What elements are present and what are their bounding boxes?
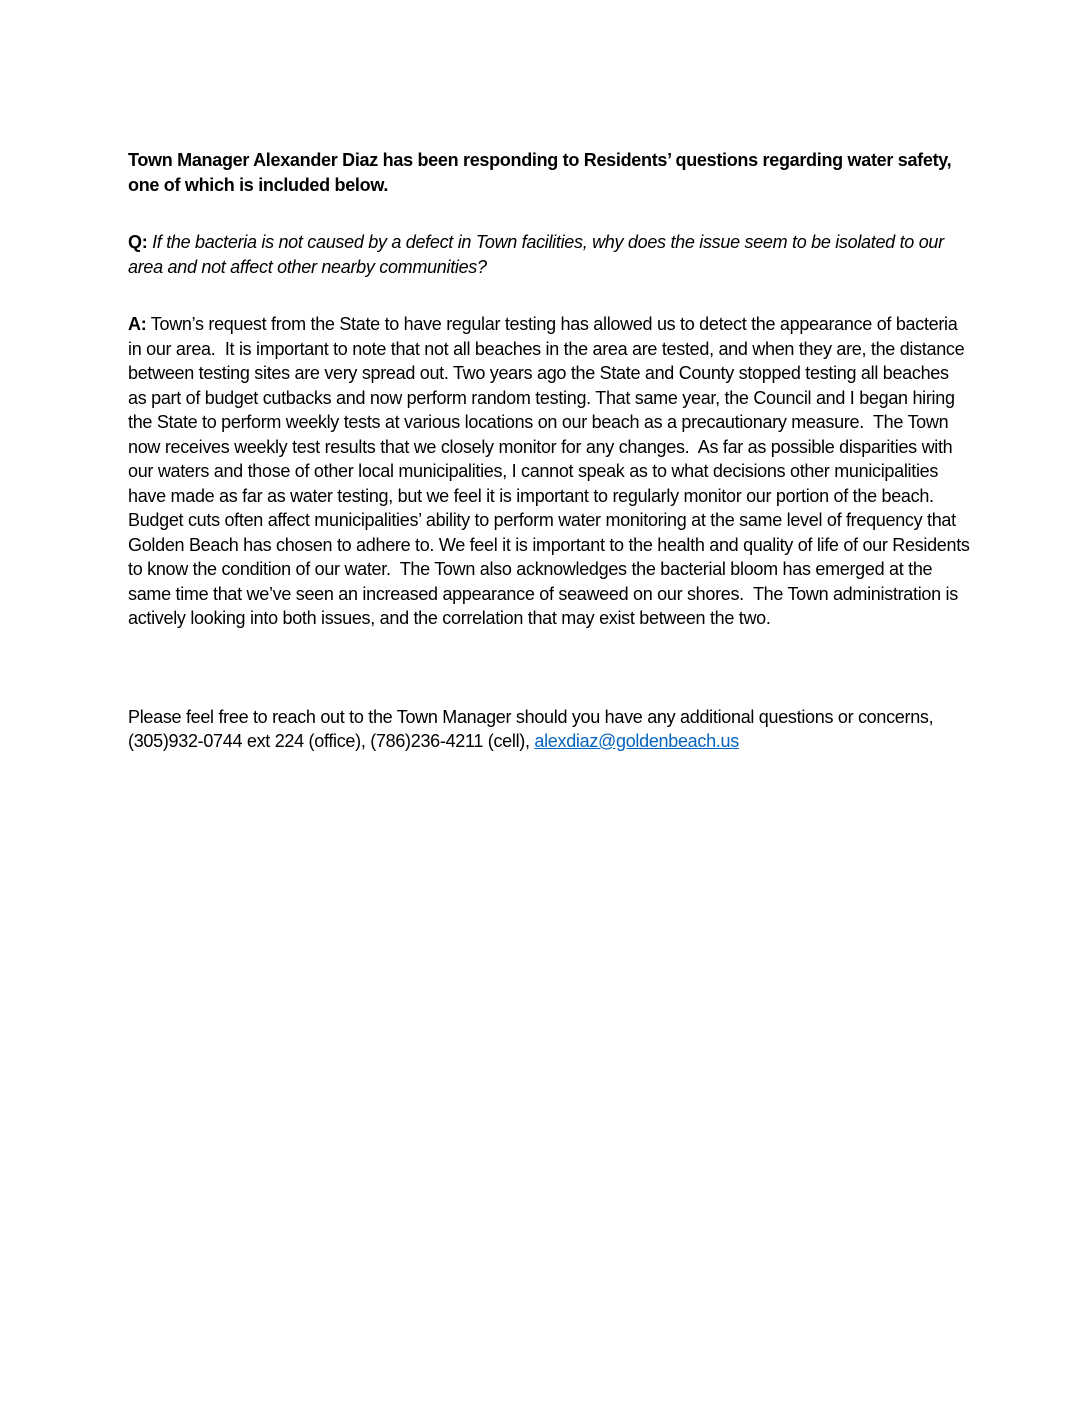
answer-label: A: xyxy=(128,314,147,334)
question-label: Q: xyxy=(128,232,148,252)
question-paragraph xyxy=(128,230,970,279)
question-text: If the bacteria is not caused by a defect in Town facilities, why does the issue seem to be isolated to our area and not affect other nearby communities? xyxy=(128,232,949,277)
answer-text: Town’s request from the State to have regular testing has allowed us to detect the appearance of bacteria in our area. It is important to note that not all beaches in the area are tested, and when they are, the distance between testing sites are very spread out. Two years ago the State and County stopped testing all beaches as part of budget cutbacks and now perform random testing. That same year, the Council and I began hiring the State to perform weekly tests at various locations on our beach as a precautionary measure. The Town now receives weekly test results that we closely monitor for any changes. As far as possible disparities with our waters and those of other local municipalities, I cannot speak as to what decisions other municipalities have made as far as water testing, but we feel it is important to regularly monitor our portion of the beach. Budget cuts often affect municipalities’ ability to perform water monitoring at the same level of frequency that Golden Beach has chosen to adhere to. We feel it is important to the health and quality of life of our Residents to know the condition of our water. The Town also acknowledges the bacterial bloom has emerged at the same time that we’ve seen an increased appearance of seaweed on our shores. The Town administration is actively looking into both issues, and the correlation that may exist between the two. xyxy=(128,314,975,628)
email-link[interactable]: alexdiaz@goldenbeach.us xyxy=(534,731,739,751)
contact-paragraph xyxy=(128,705,970,754)
contact-text: Please feel free to reach out to the Town Manager should you have any additional questions or concerns, (305)932-0744 ext 224 (office), (786)236-4211 (cell), xyxy=(128,706,939,751)
intro-paragraph: Town Manager Alexander Diaz has been responding to Residents’ questions regarding water safety, one of which is included below. xyxy=(128,150,957,195)
answer-paragraph xyxy=(128,312,975,631)
